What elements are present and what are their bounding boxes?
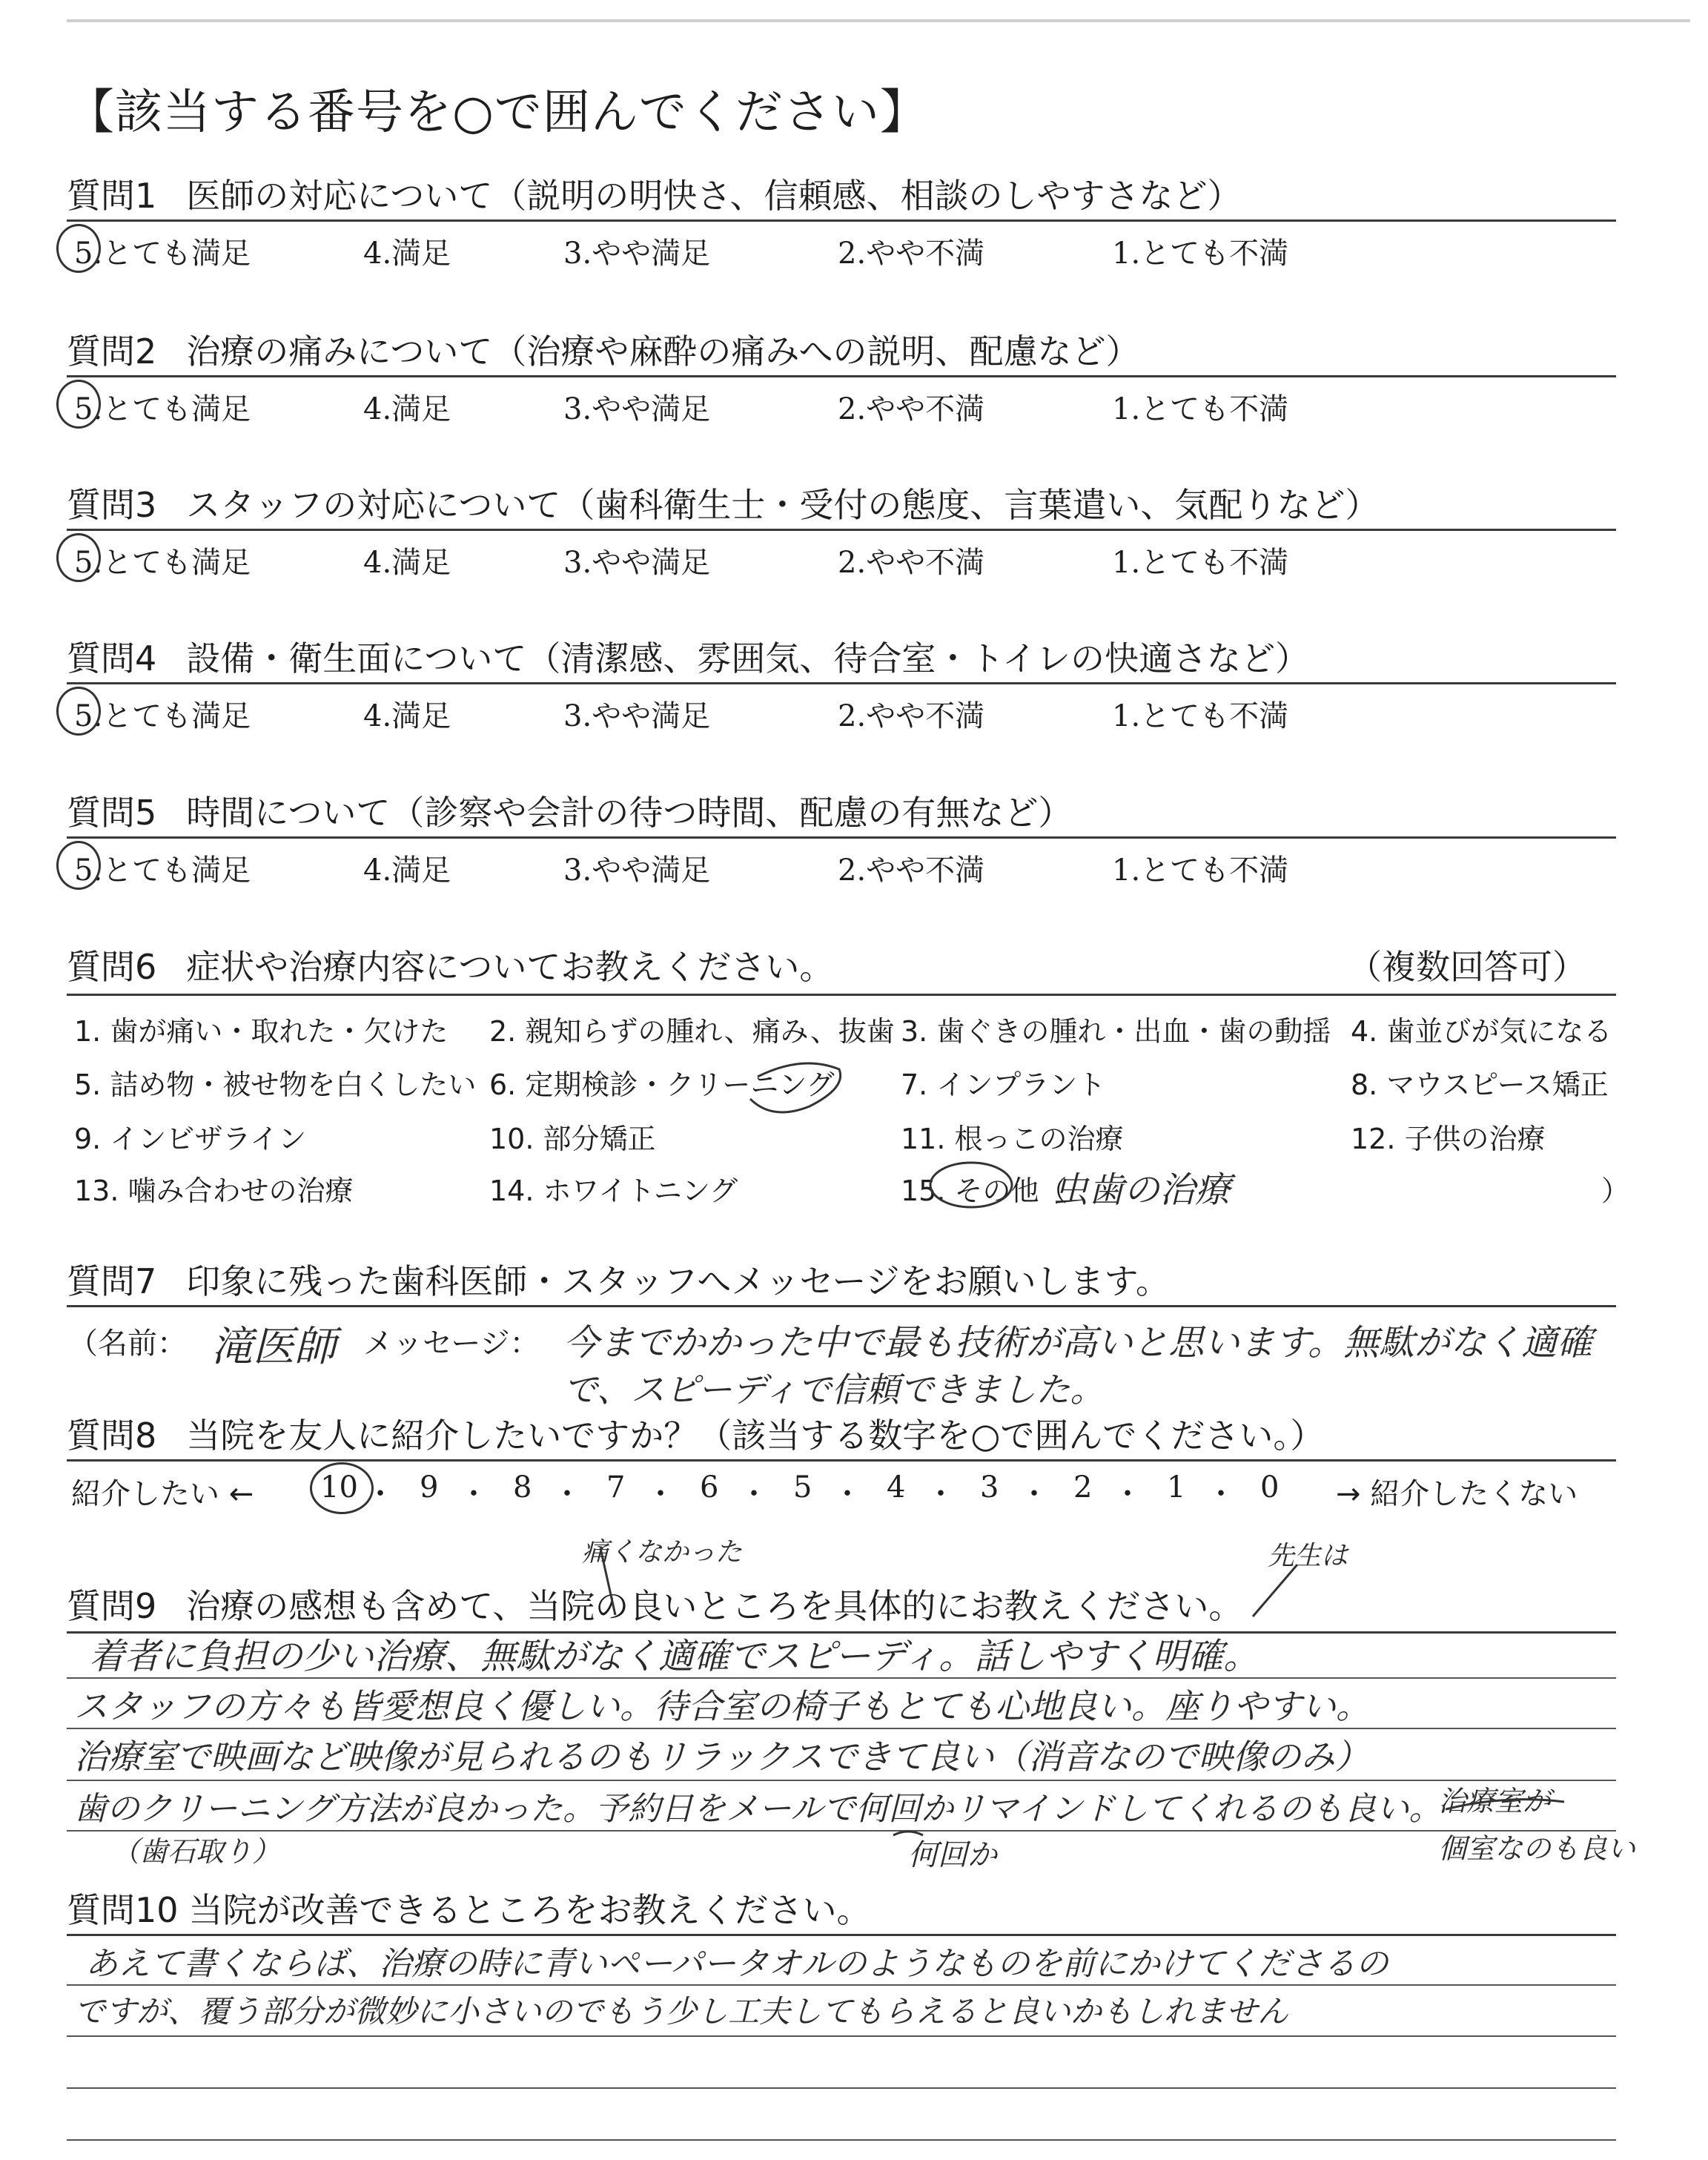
q6-note: （複数回答可） xyxy=(1348,947,1586,987)
q4-text: 設備・衛生面について（清潔感、雰囲気、待合室・トイレの快適さなど） xyxy=(186,638,1310,678)
q6-item-6: 6. 定期検診・クリーニング xyxy=(489,1069,835,1101)
q8-number: 質問8 xyxy=(67,1416,157,1456)
q7-message-line-1: 今までかかった中で最も技術が高いと思います。無駄がなく適確 xyxy=(563,1322,1593,1364)
q3-number: 質問3 xyxy=(67,485,157,525)
q8-scale-dot: ・ xyxy=(459,1477,489,1511)
q8-scale-dot: ・ xyxy=(365,1477,395,1511)
q2-option-4[interactable]: 4.満足 xyxy=(363,392,451,426)
q6-text: 症状や治療内容についてお教えください。 xyxy=(186,947,834,987)
q8-scale-2[interactable]: 2 xyxy=(1073,1470,1093,1505)
q8-scale-1[interactable]: 1 xyxy=(1167,1470,1186,1505)
q6-item-7: 7. インプラント xyxy=(901,1069,1106,1101)
q7-name-value: 滝医師 xyxy=(211,1323,336,1371)
q6-item-13: 13. 噛み合わせの治療 xyxy=(74,1175,354,1207)
q8-scale-6[interactable]: 6 xyxy=(700,1470,719,1505)
q4-option-5[interactable]: 5.とても満足 xyxy=(74,699,251,733)
q3-option-2[interactable]: 2.やや不満 xyxy=(838,546,985,580)
q4-number: 質問4 xyxy=(67,638,157,678)
q4-option-3[interactable]: 3.やや満足 xyxy=(563,699,711,733)
q10-line-1: あえて書くならば、治療の時に青いペーパータオルのようなものを前にかけてくださるの xyxy=(85,1945,1388,1983)
q9-number: 質問9 xyxy=(67,1586,157,1626)
q4-option-1[interactable]: 1.とても不満 xyxy=(1112,699,1289,733)
q8-scale-dot: ・ xyxy=(833,1477,862,1511)
q1-number: 質問1 xyxy=(67,176,157,216)
q9-line-5: （歯石取り） xyxy=(111,1835,281,1868)
q2-number: 質問2 xyxy=(67,331,157,371)
q5-text: 時間について（診察や会計の待つ時間、配慮の有無など） xyxy=(186,793,1073,833)
q9-margin-note-1: 治療室が xyxy=(1438,1785,1552,1817)
q9-text: 治療の感想も含めて、当院の良いところを具体的にお教えください。 xyxy=(186,1586,1243,1626)
q9-line-2: スタッフの方々も皆愛想良く優しい。待合室の椅子もとても心地良い。座りやすい。 xyxy=(74,1686,1370,1726)
q8-scale-9[interactable]: 9 xyxy=(420,1470,439,1505)
q2-option-5[interactable]: 5.とても満足 xyxy=(74,392,251,426)
q1-option-2[interactable]: 2.やや不満 xyxy=(838,237,985,271)
q2-text: 治療の痛みについて（治療や麻酔の痛みへの説明、配慮など） xyxy=(186,331,1140,371)
q8-scale-dot: ・ xyxy=(646,1477,675,1511)
q8-scale-10[interactable]: 10 xyxy=(320,1470,358,1505)
q6-item-2: 2. 親知らずの腫れ、痛み、抜歯 xyxy=(489,1015,895,1048)
q6-number: 質問6 xyxy=(67,947,157,987)
q5-number: 質問5 xyxy=(67,793,157,833)
q6-other-handwritten: 虫歯の治療 xyxy=(1053,1169,1231,1211)
q3-option-4[interactable]: 4.満足 xyxy=(363,546,451,580)
q7-message-line-2: で、スピーディで信頼できました。 xyxy=(563,1370,1105,1410)
q9-insert-marks xyxy=(893,1800,1564,1835)
q6-item-12: 12. 子供の治療 xyxy=(1351,1123,1546,1155)
q3-option-3[interactable]: 3.やや満足 xyxy=(563,546,711,580)
q9-insert-doctor: 先生は xyxy=(1268,1541,1348,1571)
q8-scale-0[interactable]: 0 xyxy=(1260,1470,1280,1505)
q7-message-label: メッセージ： xyxy=(363,1327,540,1361)
q6-item-4: 4. 歯並びが気になる xyxy=(1351,1015,1612,1048)
q8-scale-8[interactable]: 8 xyxy=(513,1470,532,1505)
q8-scale-dot: ・ xyxy=(739,1477,769,1511)
q9-line-4: 歯のクリーニング方法が良かった。予約日をメールで何回かリマインドしてくれるのも良い。 xyxy=(74,1790,1442,1828)
q1-option-5[interactable]: 5.とても満足 xyxy=(74,237,251,271)
q2-option-3[interactable]: 3.やや満足 xyxy=(563,392,711,426)
q7-number: 質問7 xyxy=(67,1261,157,1301)
q3-text: スタッフの対応について（歯科衛生士・受付の態度、言葉遣い、気配りなど） xyxy=(186,485,1380,525)
q1-option-3[interactable]: 3.やや満足 xyxy=(563,237,711,271)
q8-left-label: 紹介したい ← xyxy=(71,1477,254,1511)
q8-scale-7[interactable]: 7 xyxy=(606,1470,626,1505)
q6-item-9: 9. インビザライン xyxy=(74,1123,307,1155)
q5-option-1[interactable]: 1.とても不満 xyxy=(1112,853,1289,888)
q9-line-3: 治療室で映画など映像が見られるのもリラックスできて良い（消音なので映像のみ） xyxy=(74,1737,1369,1777)
q8-scale-5[interactable]: 5 xyxy=(793,1470,812,1505)
q8-scale-dot: ・ xyxy=(1206,1477,1236,1511)
q8-scale-dot: ・ xyxy=(926,1477,956,1511)
q1-option-4[interactable]: 4.満足 xyxy=(363,237,451,271)
q6-item-5: 5. 詰め物・被せ物を白くしたい xyxy=(74,1069,477,1101)
q6-item-6-circle xyxy=(750,1063,841,1112)
q6-item-1: 1. 歯が痛い・取れた・欠けた xyxy=(74,1015,448,1048)
q4-option-4[interactable]: 4.満足 xyxy=(363,699,451,733)
q2-option-1[interactable]: 1.とても不満 xyxy=(1112,392,1289,426)
q7-name-label: （名前： xyxy=(68,1327,187,1361)
page-header: 【該当する番号を○で囲んでください】 xyxy=(67,85,928,140)
q8-scale-dot: ・ xyxy=(552,1477,582,1511)
q6-item-15-circle xyxy=(930,1163,1012,1207)
q8-scale-dot: ・ xyxy=(1113,1477,1142,1511)
q5-option-3[interactable]: 3.やや満足 xyxy=(563,853,711,888)
q9-insert-arrows xyxy=(600,1548,1297,1616)
q6-item-15: 15. その他（ xyxy=(901,1175,1068,1207)
q9-insert-several-times: 何回か xyxy=(908,1838,997,1872)
q8-scale-dot: ・ xyxy=(1019,1477,1049,1511)
q8-right-label: → 紹介したくない xyxy=(1336,1477,1578,1511)
q6-other-close: ） xyxy=(1601,1175,1630,1207)
q10-number: 質問10 xyxy=(67,1890,179,1930)
q3-option-5[interactable]: 5.とても満足 xyxy=(74,546,251,580)
q6-item-14: 14. ホワイトニング xyxy=(489,1175,738,1207)
q8-text: 当院を友人に紹介したいですか？（該当する数字を○で囲んでください。） xyxy=(186,1416,1325,1456)
q4-option-2[interactable]: 2.やや不満 xyxy=(838,699,985,733)
q7-text: 印象に残った歯科医師・スタッフへメッセージをお願いします。 xyxy=(186,1261,1170,1301)
q9-insert-painless: 痛くなかった xyxy=(582,1537,743,1568)
q10-text: 当院が改善できるところをお教えください。 xyxy=(188,1890,871,1930)
q10-line-2: ですが、覆う部分が微妙に小さいのでもう少し工夫してもらえると良いかもしれません xyxy=(74,1993,1289,2029)
q5-option-5[interactable]: 5.とても満足 xyxy=(74,853,251,888)
q5-option-2[interactable]: 2.やや不満 xyxy=(838,853,985,888)
q8-scale-3[interactable]: 3 xyxy=(980,1470,999,1505)
q3-option-1[interactable]: 1.とても不満 xyxy=(1112,546,1289,580)
q1-text: 医師の対応について（説明の明快さ、信頼感、相談のしやすさなど） xyxy=(186,176,1242,216)
q9-margin-note-2: 個室なのも良い xyxy=(1438,1832,1636,1865)
q2-option-2[interactable]: 2.やや不満 xyxy=(838,392,985,426)
q1-option-1[interactable]: 1.とても不満 xyxy=(1112,237,1289,271)
q6-item-10: 10. 部分矯正 xyxy=(489,1123,656,1155)
q6-item-8: 8. マウスピース矯正 xyxy=(1351,1069,1609,1101)
q6-item-3: 3. 歯ぐきの腫れ・出血・歯の動揺 xyxy=(901,1015,1331,1048)
q5-option-4[interactable]: 4.満足 xyxy=(363,853,451,888)
q8-scale-4[interactable]: 4 xyxy=(887,1470,906,1505)
q9-line-1: 着者に負担の少い治療、無駄がなく適確でスピーディ。話しやすく明確。 xyxy=(89,1636,1260,1677)
q6-item-11: 11. 根っこの治療 xyxy=(901,1123,1124,1155)
